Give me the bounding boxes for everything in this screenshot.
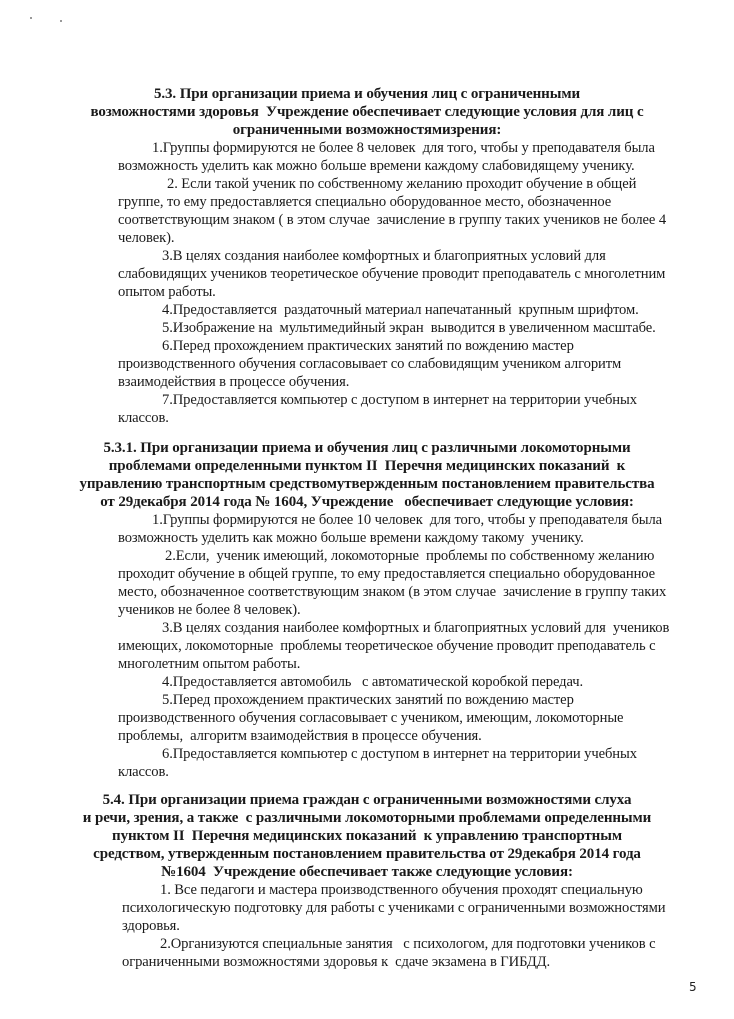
paragraph-line: психологическую подготовку для работы с учениками с ограниченными возможностями [122, 900, 666, 916]
paragraph-line: 4.Предоставляется раздаточный материал напечатанный крупным шрифтом. [162, 302, 639, 318]
section-heading: и речи, зрения, а также с различными локомоторными проблемами определенными [82, 810, 652, 826]
section-heading: управлению транспортным средствомутвержденным постановлением правительства [79, 476, 655, 492]
section-heading: 5.3.1. При организации приема и обучения лиц с различными локомоторными [103, 440, 631, 456]
paragraph-line: 1. Все педагоги и мастера производственного обучения проходят специальную [160, 882, 643, 898]
paragraph-line: человек). [118, 230, 175, 246]
paragraph-line: 3.В целях создания наиболее комфортных и благоприятных условий для учеников [162, 620, 670, 636]
paragraph-line: 6.Предоставляется компьютер с доступом в интернет на территории учебных [162, 746, 637, 762]
paragraph-line: 5.Изображение на мультимедийный экран выводится в увеличенном масштабе. [162, 320, 656, 336]
paragraph-line: соответствующим знаком ( в этом случае зачисление в группу таких учеников не более 4 [118, 212, 667, 228]
paragraph-line: место, обозначенное соответствующим знаком (в этом случае зачисление в группу таких [118, 584, 667, 600]
paragraph-line: 7.Предоставляется компьютер с доступом в интернет на территории учебных [162, 392, 637, 408]
paragraph-line: возможность уделить как можно больше времени каждому слабовидящему ученику. [118, 158, 635, 174]
paragraph-line: ограниченными возможностями здоровья к сдаче экзамена в ГИБДД. [122, 954, 551, 970]
paragraph-line: проблемы, алгоритм взаимодействия в процессе обучения. [118, 728, 482, 744]
scan-speck [30, 17, 32, 19]
paragraph-line: 6.Перед прохождением практических занятий по вождению мастер [162, 338, 574, 354]
paragraph-line: возможность уделить как можно больше времени каждому такому ученику. [118, 530, 584, 546]
paragraph-line: имеющих, локомоторные проблемы теоретическое обучение проводит преподаватель с [118, 638, 656, 654]
paragraph-line: многолетним опытом работы. [118, 656, 301, 672]
paragraph-line: 4.Предоставляется автомобиль с автоматической коробкой передач. [162, 674, 584, 690]
section-heading: ограниченными возможностямизрения: [232, 122, 502, 138]
paragraph-line: опытом работы. [118, 284, 216, 300]
paragraph-line: учеников не более 8 человек). [118, 602, 301, 618]
paragraph-line: 2.Если, ученик имеющий, локомоторные проблемы по собственному желанию [165, 548, 655, 564]
paragraph-line: 2.Организуются специальные занятия с психологом, для подготовки учеников с [160, 936, 656, 952]
section-heading: 5.3. При организации приема и обучения лиц с ограниченными [153, 86, 580, 102]
scan-speck [60, 20, 62, 22]
paragraph-line: 2. Если такой ученик по собственному желанию проходит обучение в общей [167, 176, 637, 192]
paragraph-line: производственного обучения согласовывает с учеником, имеющим, локомоторные [118, 710, 624, 726]
paragraph-line: 3.В целях создания наиболее комфортных и благоприятных условий для [162, 248, 606, 264]
section-heading: пунктом II Перечня медицинских показаний к управлению транспортным [112, 828, 622, 844]
section-heading: №1604 Учреждение обеспечивает также следующие условия: [161, 864, 573, 880]
paragraph-line: здоровья. [122, 918, 180, 934]
paragraph-line: классов. [118, 764, 169, 780]
page-number: 5 [689, 980, 697, 994]
section-heading: возможностями здоровья Учреждение обеспечивает следующие условия для лиц с [90, 104, 644, 120]
paragraph-line: классов. [118, 410, 169, 426]
paragraph-line: слабовидящих учеников теоретическое обучение проводит преподаватель с многолетним [118, 266, 666, 282]
paragraph-line: 1.Группы формируются не более 10 человек для того, чтобы у преподавателя была [152, 512, 663, 528]
section-heading: средством, утвержденным постановлением правительства от 29декабря 2014 года [93, 846, 641, 862]
paragraph-line: производственного обучения согласовывает со слабовидящим учеником алгоритм [118, 356, 622, 372]
section-heading: 5.4. При организации приема граждан с ограниченными возможностями слуха [102, 792, 632, 808]
paragraph-line: 1.Группы формируются не более 8 человек для того, чтобы у преподавателя была [152, 140, 655, 156]
paragraph-line: 5.Перед прохождением практических занятий по вождению мастер [162, 692, 574, 708]
section-heading: от 29декабря 2014 года № 1604, Учреждение обеспечивает следующие условия: [100, 494, 634, 510]
paragraph-line: группе, то ему предоставляется специально оборудованное место, обозначенное [118, 194, 612, 210]
section-heading: проблемами определенными пунктом II Перечня медицинских показаний к [108, 458, 626, 474]
paragraph-line: взаимодействия в процессе обучения. [118, 374, 350, 390]
paragraph-line: проходит обучение в общей группе, то ему предоставляется специально оборудованное [118, 566, 656, 582]
